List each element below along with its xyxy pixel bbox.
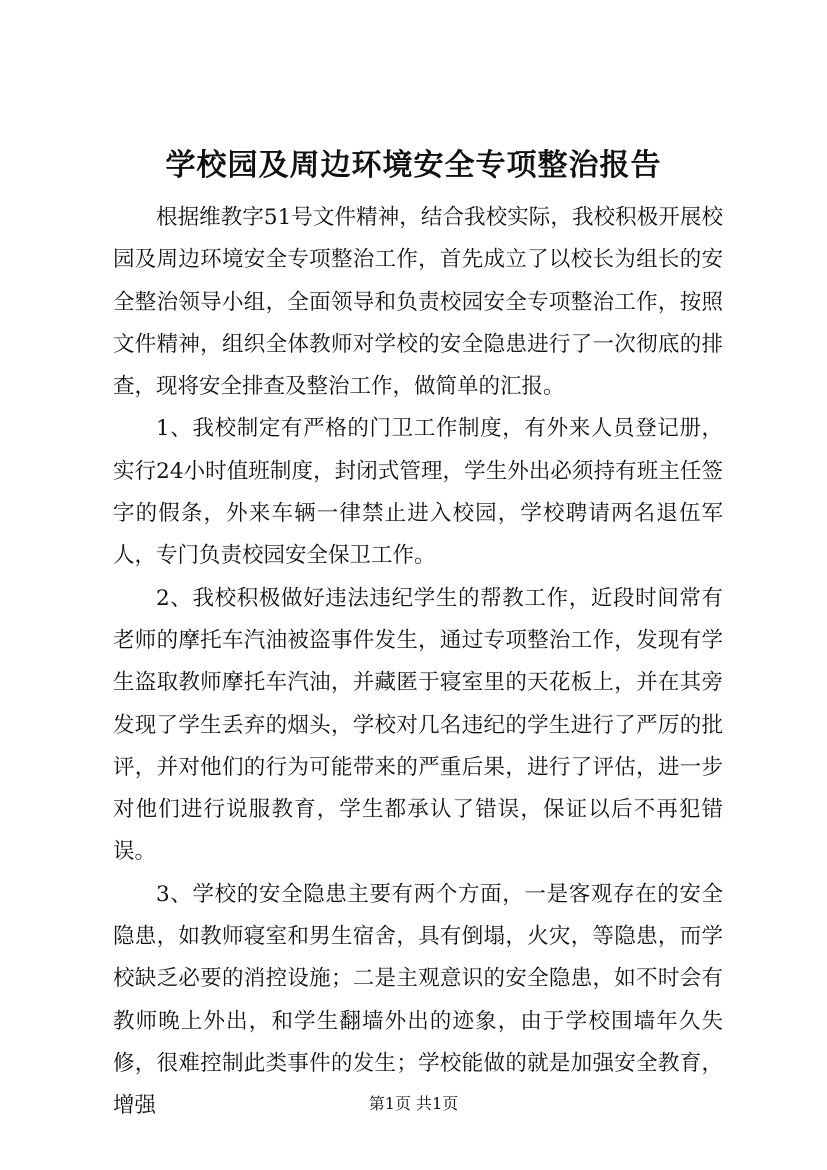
document-title: 学校园及周边环境安全专项整治报告 — [165, 148, 662, 183]
page-number-footer: 第1页 共1页 — [368, 1094, 459, 1113]
paragraph-item-3: 3、学校的安全隐患主要有两个方面，一是客观存在的安全隐患，如教师寝室和男生宿舍，具有倒塌，火灾，等隐患，而学校缺乏必要的消控设施；二是主观意识的安全隐患，如不时会有教师晚上外出，和学生翻墙外出的迹象，由于学校围墙年久失修，很难控制此类事件的发生；学校能做的就是加强安全教育，增强 — [113, 881, 723, 1119]
paragraph-intro: 根据维教字51号文件精神，结合我校实际，我校积极开展校园及周边环境安全专项整治工作，首先成立了以校长为组长的安全整治领导小组，全面领导和负责校园安全专项整治工作，按照文件精神，组织全体教师对学校的安全隐患进行了一次彻底的排查，现将安全排查及整治工作，做简单的汇报。 — [113, 205, 723, 400]
paragraph-item-2: 2、我校积极做好违法违纪学生的帮教工作，近段时间常有老师的摩托车汽油被盗事件发生，通过专项整治工作，发现有学生盗取教师摩托车汽油，并藏匿于寝室里的天花板上，并在其旁发现了学生丢弃的烟头，学校对几名违纪的学生进行了严厉的批评，并对他们的行为可能带来的严重后果，进行了评估，进一步对他们进行说服教育，学生都承认了错误，保证以后不再犯错误。 — [113, 585, 723, 865]
document-body — [113, 197, 723, 1128]
paragraph-item-1: 1、我校制定有严格的门卫工作制度，有外来人员登记册，实行24小时值班制度，封闭式管理，学生外出必须持有班主任签字的假条，外来车辆一律禁止进入校园，学校聘请两名退伍军人，专门负责校园安全保卫工作。 — [113, 416, 723, 569]
